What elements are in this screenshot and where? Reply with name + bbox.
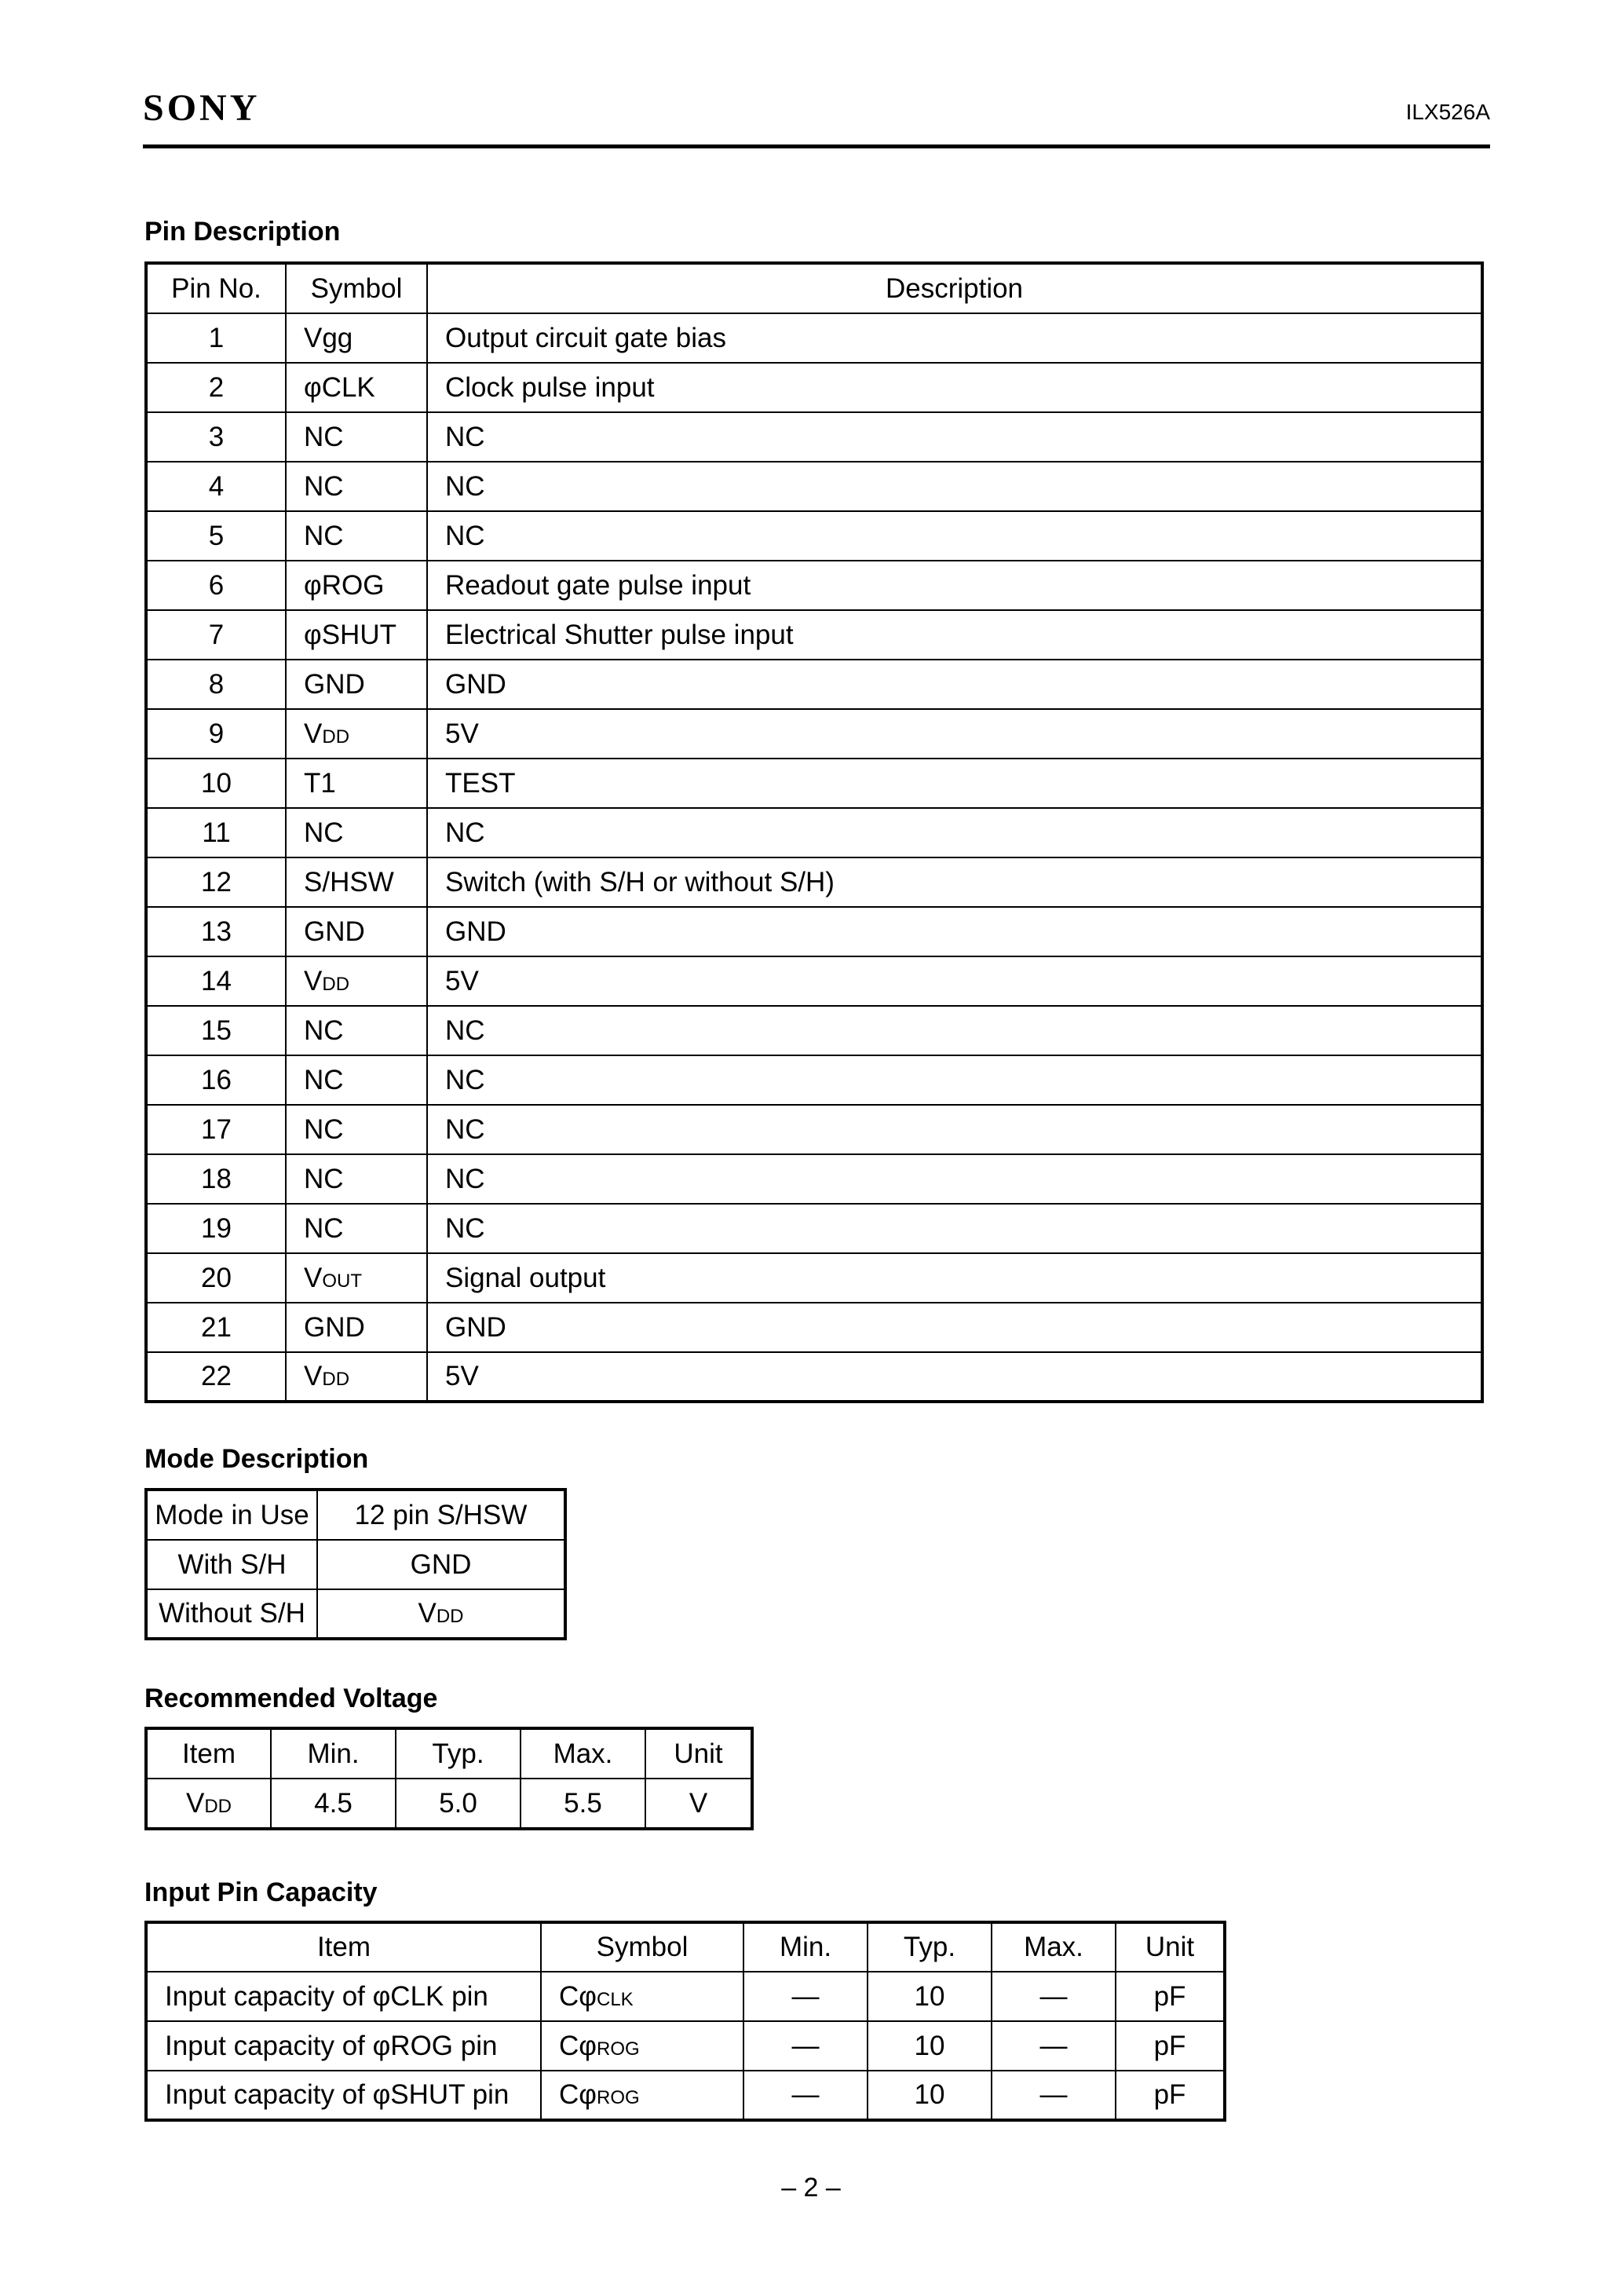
table-row: [146, 1105, 1482, 1154]
pin-number-cell: 11: [146, 808, 286, 857]
description-cell: NC: [427, 511, 1482, 561]
mode-cell: Without S/H: [146, 1589, 317, 1639]
pin-number-cell: 3: [146, 412, 286, 462]
description-cell: NC: [427, 462, 1482, 511]
item-cell: Input capacity of φSHUT pin: [146, 2071, 541, 2120]
symbol-cell: GND: [286, 907, 427, 956]
table-row: [146, 1253, 1482, 1303]
table-row: [146, 2071, 1225, 2120]
min-cell: —: [743, 2071, 868, 2120]
column-header: Unit: [645, 1728, 752, 1779]
column-header: Typ.: [868, 1922, 992, 1972]
input-pin-capacity-title: Input Pin Capacity: [144, 1877, 378, 1907]
recommended-voltage-table: [144, 1727, 754, 1830]
page-number: – 2 –: [781, 2173, 841, 2203]
column-header: Item: [146, 1728, 271, 1779]
column-header: Description: [427, 263, 1482, 313]
table-row: [146, 660, 1482, 709]
max-cell: —: [992, 2021, 1116, 2071]
unit-cell: pF: [1116, 1972, 1225, 2021]
table-row: [146, 1540, 565, 1589]
table-row: [146, 907, 1482, 956]
mode-description-title: Mode Description: [144, 1444, 369, 1474]
symbol-cell: VDD: [286, 709, 427, 759]
description-cell: Clock pulse input: [427, 363, 1482, 412]
description-cell: NC: [427, 1105, 1482, 1154]
typ-cell: 10: [868, 2071, 992, 2120]
column-header: Min.: [743, 1922, 868, 1972]
description-cell: 5V: [427, 1352, 1482, 1402]
recommended-voltage-title: Recommended Voltage: [144, 1684, 438, 1713]
column-header: Symbol: [541, 1922, 743, 1972]
value-cell: GND: [317, 1540, 565, 1589]
pin-number-cell: 8: [146, 660, 286, 709]
symbol-cell: GND: [286, 1303, 427, 1352]
symbol-cell: NC: [286, 462, 427, 511]
column-header: Item: [146, 1922, 541, 1972]
table-row: [146, 759, 1482, 808]
description-cell: TEST: [427, 759, 1482, 808]
pin-number-cell: 21: [146, 1303, 286, 1352]
pin-number-cell: 5: [146, 511, 286, 561]
symbol-cell: T1: [286, 759, 427, 808]
pin-number-cell: 18: [146, 1154, 286, 1204]
table-row: [146, 808, 1482, 857]
table-row: [146, 1589, 565, 1639]
item-cell: Input capacity of φCLK pin: [146, 1972, 541, 2021]
pin-number-cell: 20: [146, 1253, 286, 1303]
table-row: [146, 1204, 1482, 1253]
description-cell: Signal output: [427, 1253, 1482, 1303]
pin-number-cell: 16: [146, 1055, 286, 1105]
sony-logo: SONY: [143, 87, 261, 129]
typ-cell: 10: [868, 2021, 992, 2071]
min-cell: —: [743, 2021, 868, 2071]
column-header: Symbol: [286, 263, 427, 313]
document-id: ILX526A: [1405, 100, 1490, 124]
description-cell: NC: [427, 1154, 1482, 1204]
table-row: [146, 857, 1482, 907]
pin-number-cell: 14: [146, 956, 286, 1006]
table-row: [146, 412, 1482, 462]
symbol-cell: NC: [286, 1055, 427, 1105]
table-row: [146, 1055, 1482, 1105]
item-cell: Input capacity of φROG pin: [146, 2021, 541, 2071]
symbol-cell: NC: [286, 808, 427, 857]
symbol-cell: CφCLK: [541, 1972, 743, 2021]
symbol-cell: S/HSW: [286, 857, 427, 907]
table-row: [146, 511, 1482, 561]
description-cell: NC: [427, 412, 1482, 462]
description-cell: NC: [427, 1055, 1482, 1105]
description-cell: NC: [427, 1006, 1482, 1055]
symbol-cell: NC: [286, 1006, 427, 1055]
item-cell: VDD: [146, 1779, 271, 1829]
description-cell: GND: [427, 907, 1482, 956]
description-cell: GND: [427, 660, 1482, 709]
pin-number-cell: 19: [146, 1204, 286, 1253]
symbol-cell: φROG: [286, 561, 427, 610]
table-row: [146, 561, 1482, 610]
mode-description-table: [144, 1488, 567, 1640]
description-cell: Readout gate pulse input: [427, 561, 1482, 610]
table-row: [146, 1006, 1482, 1055]
table-row: [146, 313, 1482, 363]
table-row: [146, 709, 1482, 759]
pin-number-cell: 7: [146, 610, 286, 660]
description-cell: Output circuit gate bias: [427, 313, 1482, 363]
max-cell: —: [992, 2071, 1116, 2120]
table-row: [146, 1972, 1225, 2021]
typ-cell: 10: [868, 1972, 992, 2021]
table-row: [146, 462, 1482, 511]
pin-number-cell: 2: [146, 363, 286, 412]
table-row: [146, 1728, 752, 1779]
symbol-cell: φSHUT: [286, 610, 427, 660]
max-cell: 5.5: [521, 1779, 645, 1829]
symbol-cell: Vgg: [286, 313, 427, 363]
description-cell: 5V: [427, 709, 1482, 759]
unit-cell: pF: [1116, 2071, 1225, 2120]
symbol-cell: CφROG: [541, 2021, 743, 2071]
column-header: Pin No.: [146, 263, 286, 313]
unit-cell: pF: [1116, 2021, 1225, 2071]
description-cell: NC: [427, 1204, 1482, 1253]
symbol-cell: NC: [286, 1204, 427, 1253]
symbol-cell: VOUT: [286, 1253, 427, 1303]
symbol-cell: VDD: [286, 1352, 427, 1402]
symbol-cell: NC: [286, 412, 427, 462]
pin-number-cell: 12: [146, 857, 286, 907]
value-cell: VDD: [317, 1589, 565, 1639]
table-row: [146, 1490, 565, 1540]
min-cell: 4.5: [271, 1779, 396, 1829]
column-header: Unit: [1116, 1922, 1225, 1972]
max-cell: —: [992, 1972, 1116, 2021]
column-header: Max.: [992, 1922, 1116, 1972]
symbol-cell: CφROG: [541, 2071, 743, 2120]
symbol-cell: NC: [286, 511, 427, 561]
table-row: [146, 956, 1482, 1006]
typ-cell: 5.0: [396, 1779, 521, 1829]
pin-number-cell: 9: [146, 709, 286, 759]
symbol-cell: NC: [286, 1105, 427, 1154]
table-row: [146, 363, 1482, 412]
symbol-cell: VDD: [286, 956, 427, 1006]
column-header: 12 pin S/HSW: [317, 1490, 565, 1540]
mode-cell: With S/H: [146, 1540, 317, 1589]
pin-table-header-row: [146, 263, 1482, 313]
table-row: [146, 2021, 1225, 2071]
column-header: Mode in Use: [146, 1490, 317, 1540]
pin-number-cell: 15: [146, 1006, 286, 1055]
pin-description-table: [144, 261, 1484, 1403]
symbol-cell: GND: [286, 660, 427, 709]
column-header: Min.: [271, 1728, 396, 1779]
pin-number-cell: 13: [146, 907, 286, 956]
description-cell: 5V: [427, 956, 1482, 1006]
table-row: [146, 1779, 752, 1829]
table-row: [146, 1922, 1225, 1972]
min-cell: —: [743, 1972, 868, 2021]
description-cell: GND: [427, 1303, 1482, 1352]
column-header: Typ.: [396, 1728, 521, 1779]
table-row: [146, 1352, 1482, 1402]
header-rule: [143, 144, 1490, 148]
symbol-cell: φCLK: [286, 363, 427, 412]
pin-number-cell: 22: [146, 1352, 286, 1402]
description-cell: Electrical Shutter pulse input: [427, 610, 1482, 660]
description-cell: Switch (with S/H or without S/H): [427, 857, 1482, 907]
unit-cell: V: [645, 1779, 752, 1829]
description-cell: NC: [427, 808, 1482, 857]
pin-number-cell: 10: [146, 759, 286, 808]
pin-number-cell: 17: [146, 1105, 286, 1154]
input-pin-capacity-table: [144, 1921, 1226, 2122]
table-row: [146, 1303, 1482, 1352]
pin-number-cell: 6: [146, 561, 286, 610]
table-row: [146, 610, 1482, 660]
column-header: Max.: [521, 1728, 645, 1779]
table-row: [146, 1154, 1482, 1204]
symbol-cell: NC: [286, 1154, 427, 1204]
pin-description-title: Pin Description: [144, 217, 341, 247]
pin-number-cell: 4: [146, 462, 286, 511]
pin-number-cell: 1: [146, 313, 286, 363]
